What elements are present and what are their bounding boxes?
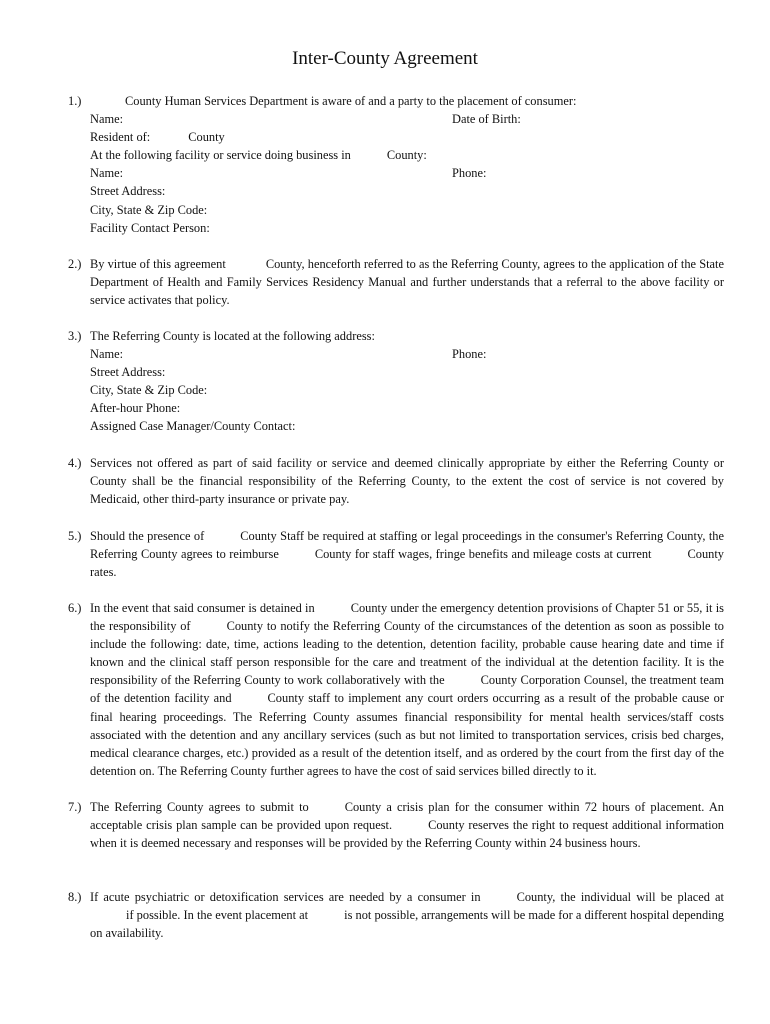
- section-3-intro: The Referring County is located at the following address:: [90, 329, 375, 343]
- section-2-text-b: County, henceforth referred to as the Referring County, agrees to the application of the State Department of Health and Family Services Residency Manual and further understands that a referral to the above facility or service activates that policy.: [90, 257, 724, 308]
- section-7-text-b: County a crisis plan for the consumer within 72 hours of placement. An acceptable crisis plan sample can be provided upon request.: [90, 800, 724, 833]
- section-2: [68, 255, 724, 309]
- section-number: 2.): [68, 257, 82, 271]
- section-6-text-b: County under the emergency detention provisions of Chapter 51 or 55, it is the responsibility of: [90, 601, 724, 634]
- referring-phone-label: Phone:: [452, 347, 487, 362]
- section-2-text-a: By virtue of this agreement: [90, 257, 226, 271]
- section-8-text-d: is not possible, arrangements will be made for a different hospital depending on availability.: [90, 908, 725, 941]
- resident-of-label: Resident of:: [90, 130, 151, 145]
- section-6-text-c: County to notify the Referring County of the circumstances of the detention as soon as possible to include the following: date, time, actions leading to the detention, detention facility, probable cause hearing date and time if known and the clinical staff person responsible for the care and treatment of the individual at the detention facility. It is the responsibility of the Referring County to work collaboratively with the: [90, 619, 724, 688]
- dob-label: Date of Birth:: [452, 112, 521, 127]
- facility-prefix-text: At the following facility or service doing business in: [90, 148, 351, 163]
- section-7: [68, 798, 724, 852]
- section-6-text-d: County Corporation Counsel, the treatment team of the detention facility and: [90, 673, 724, 706]
- facility-contact-label: Facility Contact Person:: [90, 220, 210, 235]
- facility-name-label: Name:: [90, 166, 124, 181]
- section-6: [68, 599, 724, 780]
- referring-city-label: City, State & Zip Code:: [90, 383, 208, 398]
- section-8-text-b: County, the individual will be placed at: [516, 890, 725, 904]
- section-5-text-b: County Staff be required at staffing or legal proceedings in the consumer's Referring County, the Referring County agrees to reimburse: [90, 529, 724, 562]
- section-8-text-c: if possible. In the event placement at: [126, 908, 309, 923]
- consumer-name-label: Name:: [90, 112, 124, 127]
- section-5: [68, 527, 724, 581]
- section-4-text: Services not offered as part of said facility or service and deemed clinically appropriate by either the Referring County or County shall be the financial responsibility of the Referring County, to the extent the cost of service is not covered by Medicaid, other third-party insurance or private pay.: [90, 456, 724, 507]
- resident-county-label: County: [188, 130, 225, 145]
- section-5-text-c: County for staff wages, fringe benefits and mileage costs at current: [314, 547, 652, 562]
- page-title: Inter-County Agreement: [292, 48, 478, 69]
- section-5-text-a: Should the presence of: [90, 529, 205, 543]
- section-6-text-a: In the event that said consumer is detained in: [90, 601, 315, 615]
- referring-street-label: Street Address:: [90, 365, 166, 380]
- section-3: [68, 327, 724, 436]
- section-number: 8.): [68, 890, 82, 904]
- section-number: 3.): [68, 329, 82, 343]
- facility-phone-label: Phone:: [452, 166, 487, 181]
- facility-city-label: City, State & Zip Code:: [90, 202, 208, 217]
- section-8: [68, 888, 724, 942]
- section-number: 4.): [68, 456, 82, 470]
- section-1: [68, 92, 724, 237]
- section-5-text-d: County rates.: [90, 547, 724, 580]
- section-4: [68, 454, 724, 508]
- case-manager-label: Assigned Case Manager/County Contact:: [90, 419, 296, 434]
- section-number: 1.): [68, 94, 82, 108]
- referring-name-label: Name:: [90, 347, 124, 362]
- after-hour-phone-label: After-hour Phone:: [90, 401, 181, 416]
- section-number: 6.): [68, 601, 82, 615]
- section-8-text-a: If acute psychiatric or detoxification services are needed by a consumer in: [90, 890, 481, 904]
- section-number: 5.): [68, 529, 82, 543]
- section-number: 7.): [68, 800, 82, 814]
- section-6-text-e: County staff to implement any court orders occurring as a result of the probable cause or final hearing proceedings. The Referring County assumes financial responsibility for mental health services/staff costs associated with the detention and any ancillary services (such as but not limited to transportation services, crisis bed charges, medical clearance charges, etc.) provided as a result of the detention itself, and as ordered by the court from the first day of the detention on. The Referring County further agrees to have the cost of said services billed directly to it.: [90, 691, 724, 778]
- facility-county-label: County:: [386, 148, 427, 163]
- section-7-text-a: The Referring County agrees to submit to: [90, 800, 309, 814]
- section-7-text-c: County reserves the right to request additional information when it is deemed necessary and responses will be provided by the Referring County within 24 business hours.: [90, 818, 724, 851]
- facility-street-label: Street Address:: [90, 184, 166, 199]
- section-1-intro: County Human Services Department is aware of and a party to the placement of consumer:: [125, 94, 577, 108]
